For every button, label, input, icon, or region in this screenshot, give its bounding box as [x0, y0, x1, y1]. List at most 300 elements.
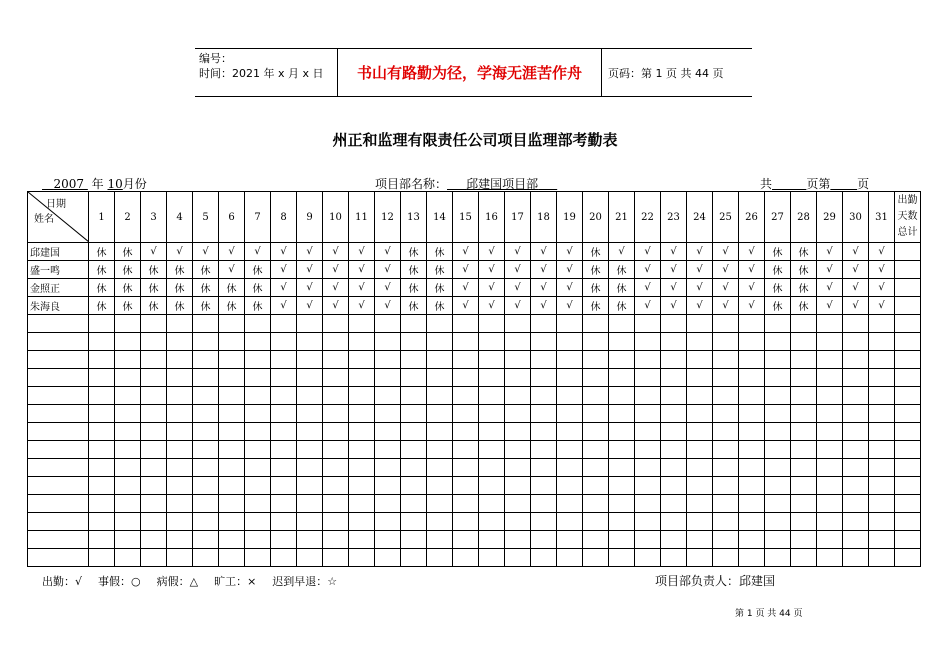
attendance-mark: √	[531, 279, 557, 297]
empty-cell	[141, 513, 167, 531]
empty-cell	[843, 405, 869, 423]
empty-cell	[193, 495, 219, 513]
attendance-mark: 休	[245, 297, 271, 315]
header-info-cell	[195, 49, 338, 96]
day-header: 26	[739, 192, 765, 243]
empty-cell	[141, 495, 167, 513]
empty-cell	[219, 315, 245, 333]
empty-cell	[843, 369, 869, 387]
empty-cell	[609, 405, 635, 423]
empty-cell	[791, 333, 817, 351]
attendance-mark: √	[245, 243, 271, 261]
day-header: 16	[479, 192, 505, 243]
empty-cell	[609, 387, 635, 405]
attendance-mark: √	[453, 243, 479, 261]
empty-cell	[89, 513, 115, 531]
empty-cell	[89, 495, 115, 513]
empty-cell	[531, 333, 557, 351]
empty-cell	[557, 387, 583, 405]
empty-cell	[895, 315, 921, 333]
attendance-mark: √	[661, 297, 687, 315]
empty-cell	[583, 513, 609, 531]
attendance-mark: 休	[115, 261, 141, 279]
attendance-mark: 休	[219, 279, 245, 297]
empty-cell	[895, 351, 921, 369]
empty-cell	[271, 441, 297, 459]
empty-cell	[427, 405, 453, 423]
empty-cell	[427, 333, 453, 351]
empty-cell	[713, 423, 739, 441]
empty-cell	[479, 423, 505, 441]
empty-cell	[843, 459, 869, 477]
empty-cell	[193, 513, 219, 531]
empty-row	[28, 441, 921, 459]
empty-cell	[401, 477, 427, 495]
empty-cell	[401, 369, 427, 387]
attendance-mark: 休	[765, 297, 791, 315]
empty-cell	[869, 405, 895, 423]
empty-cell	[713, 441, 739, 459]
empty-cell	[167, 333, 193, 351]
empty-cell	[141, 459, 167, 477]
empty-cell	[141, 351, 167, 369]
attendance-mark: √	[271, 297, 297, 315]
attendance-mark: √	[505, 261, 531, 279]
empty-cell	[297, 387, 323, 405]
empty-cell	[713, 495, 739, 513]
day-header: 7	[245, 192, 271, 243]
attendance-mark: √	[479, 279, 505, 297]
attendance-mark: √	[453, 261, 479, 279]
table-row	[28, 279, 921, 297]
day-header: 15	[453, 192, 479, 243]
attendance-mark: √	[271, 261, 297, 279]
empty-cell	[375, 441, 401, 459]
empty-cell	[245, 477, 271, 495]
empty-cell	[193, 315, 219, 333]
attendance-mark: 休	[401, 243, 427, 261]
empty-cell	[739, 405, 765, 423]
attendance-mark: 休	[583, 297, 609, 315]
empty-row	[28, 387, 921, 405]
empty-cell	[375, 423, 401, 441]
empty-cell	[167, 351, 193, 369]
empty-cell	[687, 315, 713, 333]
empty-cell	[661, 315, 687, 333]
empty-cell	[583, 531, 609, 549]
empty-cell	[583, 369, 609, 387]
empty-cell	[505, 387, 531, 405]
corner-cell	[28, 192, 89, 243]
empty-cell	[791, 441, 817, 459]
attendance-mark: 休	[167, 297, 193, 315]
empty-cell	[323, 387, 349, 405]
empty-cell	[557, 513, 583, 531]
year-value: 2007	[53, 177, 84, 191]
empty-row	[28, 351, 921, 369]
empty-cell	[609, 459, 635, 477]
empty-cell	[297, 441, 323, 459]
attendance-mark: √	[193, 243, 219, 261]
total-header-line: 天数	[897, 211, 918, 222]
attendance-mark: √	[817, 297, 843, 315]
empty-cell	[401, 387, 427, 405]
empty-cell	[869, 333, 895, 351]
attendance-mark: 休	[89, 261, 115, 279]
day-header: 19	[557, 192, 583, 243]
empty-cell	[115, 315, 141, 333]
empty-cell	[765, 351, 791, 369]
total-days-cell	[895, 243, 921, 261]
empty-cell	[557, 423, 583, 441]
empty-cell	[245, 549, 271, 567]
table-row	[28, 297, 921, 315]
attendance-mark: 休	[609, 279, 635, 297]
attendance-mark: √	[843, 261, 869, 279]
empty-cell	[739, 351, 765, 369]
empty-cell	[843, 495, 869, 513]
empty-cell	[869, 477, 895, 495]
empty-cell	[28, 459, 89, 477]
empty-cell	[245, 351, 271, 369]
empty-cell	[843, 513, 869, 531]
empty-cell	[687, 405, 713, 423]
empty-cell	[505, 441, 531, 459]
attendance-mark: √	[479, 243, 505, 261]
empty-cell	[895, 495, 921, 513]
empty-cell	[661, 351, 687, 369]
empty-cell	[219, 477, 245, 495]
empty-cell	[791, 387, 817, 405]
empty-cell	[479, 315, 505, 333]
empty-cell	[245, 333, 271, 351]
empty-cell	[141, 333, 167, 351]
attendance-mark: √	[479, 297, 505, 315]
attendance-mark: √	[323, 279, 349, 297]
empty-cell	[609, 369, 635, 387]
attendance-mark: √	[739, 243, 765, 261]
empty-cell	[505, 495, 531, 513]
empty-cell	[843, 387, 869, 405]
empty-row	[28, 477, 921, 495]
empty-cell	[245, 441, 271, 459]
attendance-mark: 休	[427, 297, 453, 315]
empty-cell	[869, 315, 895, 333]
empty-cell	[271, 387, 297, 405]
empty-cell	[557, 315, 583, 333]
empty-cell	[323, 423, 349, 441]
empty-cell	[167, 477, 193, 495]
empty-cell	[765, 423, 791, 441]
attendance-mark: √	[739, 261, 765, 279]
empty-cell	[323, 405, 349, 423]
legend-item: 迟到早退：☆	[272, 575, 338, 588]
empty-cell	[661, 423, 687, 441]
attendance-mark: 休	[115, 297, 141, 315]
empty-cell	[453, 531, 479, 549]
page-title: 州正和监理有限责任公司项目监理部考勤表	[332, 131, 618, 149]
empty-cell	[323, 315, 349, 333]
attendance-mark: √	[739, 279, 765, 297]
empty-cell	[271, 477, 297, 495]
empty-cell	[28, 333, 89, 351]
empty-cell	[167, 549, 193, 567]
attendance-mark: √	[297, 243, 323, 261]
empty-cell	[869, 423, 895, 441]
empty-cell	[531, 441, 557, 459]
empty-cell	[765, 333, 791, 351]
empty-cell	[219, 459, 245, 477]
day-header: 1	[89, 192, 115, 243]
empty-cell	[635, 441, 661, 459]
empty-cell	[115, 531, 141, 549]
empty-cell	[531, 477, 557, 495]
empty-cell	[375, 405, 401, 423]
attendance-mark: √	[635, 261, 661, 279]
attendance-mark: 休	[167, 279, 193, 297]
empty-cell	[739, 423, 765, 441]
empty-cell	[28, 513, 89, 531]
empty-cell	[245, 513, 271, 531]
empty-cell	[505, 549, 531, 567]
attendance-mark: √	[687, 297, 713, 315]
empty-cell	[635, 495, 661, 513]
empty-cell	[141, 531, 167, 549]
empty-cell	[635, 477, 661, 495]
project-name: 邱建国项目部	[466, 177, 539, 191]
empty-cell	[297, 405, 323, 423]
empty-cell	[635, 513, 661, 531]
empty-cell	[531, 387, 557, 405]
empty-cell	[583, 477, 609, 495]
empty-cell	[479, 549, 505, 567]
empty-cell	[843, 549, 869, 567]
empty-cell	[687, 441, 713, 459]
empty-cell	[453, 459, 479, 477]
page-count-field: 共 页第 页	[760, 177, 870, 191]
attendance-mark: 休	[401, 261, 427, 279]
empty-cell	[375, 531, 401, 549]
attendance-mark: 休	[141, 261, 167, 279]
attendance-mark: √	[297, 297, 323, 315]
empty-cell	[375, 369, 401, 387]
empty-cell	[167, 387, 193, 405]
empty-cell	[245, 495, 271, 513]
empty-cell	[505, 531, 531, 549]
empty-cell	[271, 531, 297, 549]
empty-cell	[193, 333, 219, 351]
empty-cell	[28, 423, 89, 441]
empty-cell	[583, 423, 609, 441]
empty-cell	[531, 513, 557, 531]
empty-cell	[245, 405, 271, 423]
empty-cell	[89, 549, 115, 567]
employee-name: 朱海良	[28, 297, 89, 315]
corner-name-label: 姓名	[34, 214, 54, 225]
empty-cell	[817, 315, 843, 333]
attendance-mark: √	[297, 279, 323, 297]
empty-cell	[687, 531, 713, 549]
attendance-mark: 休	[427, 279, 453, 297]
empty-cell	[531, 369, 557, 387]
empty-cell	[141, 387, 167, 405]
empty-cell	[375, 315, 401, 333]
day-header: 23	[661, 192, 687, 243]
empty-cell	[557, 405, 583, 423]
attendance-mark: √	[557, 243, 583, 261]
empty-cell	[791, 315, 817, 333]
total-header-line: 出勤	[897, 195, 918, 206]
empty-cell	[817, 441, 843, 459]
empty-cell	[817, 369, 843, 387]
project-name-field	[375, 175, 557, 192]
empty-cell	[765, 369, 791, 387]
empty-cell	[583, 351, 609, 369]
empty-cell	[89, 477, 115, 495]
attendance-mark: √	[453, 297, 479, 315]
empty-row	[28, 513, 921, 531]
empty-cell	[635, 459, 661, 477]
empty-cell	[713, 477, 739, 495]
empty-cell	[28, 477, 89, 495]
empty-cell	[219, 549, 245, 567]
empty-cell	[349, 495, 375, 513]
empty-cell	[89, 369, 115, 387]
empty-row	[28, 459, 921, 477]
empty-cell	[271, 495, 297, 513]
empty-cell	[89, 423, 115, 441]
day-header: 20	[583, 192, 609, 243]
empty-cell	[895, 459, 921, 477]
attendance-mark: 休	[765, 279, 791, 297]
empty-cell	[89, 441, 115, 459]
attendance-mark: 休	[167, 261, 193, 279]
empty-cell	[895, 531, 921, 549]
empty-cell	[297, 423, 323, 441]
attendance-mark: √	[375, 261, 401, 279]
empty-cell	[557, 351, 583, 369]
empty-cell	[817, 531, 843, 549]
attendance-mark: 休	[401, 279, 427, 297]
empty-cell	[869, 513, 895, 531]
table-row	[28, 261, 921, 279]
attendance-mark: √	[661, 261, 687, 279]
empty-cell	[505, 405, 531, 423]
empty-cell	[271, 405, 297, 423]
empty-cell	[245, 387, 271, 405]
empty-cell	[375, 333, 401, 351]
attendance-mark: 休	[193, 297, 219, 315]
empty-cell	[167, 315, 193, 333]
employee-name: 邱建国	[28, 243, 89, 261]
empty-cell	[895, 477, 921, 495]
attendance-mark: 休	[89, 297, 115, 315]
empty-cell	[193, 369, 219, 387]
empty-cell	[869, 441, 895, 459]
empty-cell	[115, 423, 141, 441]
attendance-mark: √	[349, 297, 375, 315]
empty-cell	[141, 315, 167, 333]
legend-item: 事假：○	[98, 575, 141, 588]
empty-cell	[843, 531, 869, 549]
empty-cell	[687, 513, 713, 531]
attendance-mark: 休	[193, 261, 219, 279]
attendance-mark: √	[817, 261, 843, 279]
empty-cell	[583, 441, 609, 459]
empty-cell	[479, 441, 505, 459]
empty-cell	[167, 513, 193, 531]
empty-cell	[739, 369, 765, 387]
empty-cell	[453, 477, 479, 495]
empty-cell	[739, 495, 765, 513]
empty-cell	[297, 333, 323, 351]
table-header-row	[28, 192, 921, 243]
empty-cell	[687, 477, 713, 495]
empty-cell	[791, 495, 817, 513]
attendance-mark: √	[505, 279, 531, 297]
attendance-mark: √	[505, 297, 531, 315]
empty-cell	[401, 333, 427, 351]
empty-cell	[271, 423, 297, 441]
empty-cell	[505, 423, 531, 441]
empty-cell	[115, 477, 141, 495]
empty-cell	[687, 495, 713, 513]
empty-cell	[427, 495, 453, 513]
empty-cell	[739, 513, 765, 531]
empty-cell	[635, 333, 661, 351]
empty-cell	[401, 423, 427, 441]
empty-cell	[28, 369, 89, 387]
legend-item: 出勤：√	[42, 575, 83, 588]
empty-cell	[115, 441, 141, 459]
attendance-mark: √	[167, 243, 193, 261]
empty-cell	[635, 405, 661, 423]
empty-cell	[583, 333, 609, 351]
empty-cell	[219, 495, 245, 513]
empty-cell	[167, 459, 193, 477]
attendance-mark: √	[687, 243, 713, 261]
empty-cell	[193, 531, 219, 549]
empty-cell	[583, 387, 609, 405]
empty-cell	[323, 369, 349, 387]
empty-cell	[453, 387, 479, 405]
project-label: 项目部名称：	[375, 177, 448, 191]
day-header: 4	[167, 192, 193, 243]
empty-cell	[219, 531, 245, 549]
empty-cell	[297, 369, 323, 387]
empty-cell	[713, 459, 739, 477]
empty-cell	[219, 387, 245, 405]
empty-cell	[791, 549, 817, 567]
empty-cell	[895, 369, 921, 387]
empty-cell	[505, 513, 531, 531]
empty-cell	[401, 351, 427, 369]
total-days-header	[895, 192, 921, 243]
attendance-mark: √	[557, 279, 583, 297]
empty-cell	[869, 495, 895, 513]
attendance-mark: √	[271, 279, 297, 297]
empty-cell	[323, 351, 349, 369]
empty-cell	[687, 369, 713, 387]
attendance-mark: √	[349, 261, 375, 279]
attendance-mark: √	[869, 243, 895, 261]
empty-cell	[323, 495, 349, 513]
empty-cell	[375, 351, 401, 369]
empty-cell	[609, 441, 635, 459]
attendance-mark: 休	[791, 261, 817, 279]
attendance-mark: √	[687, 279, 713, 297]
empty-cell	[713, 513, 739, 531]
